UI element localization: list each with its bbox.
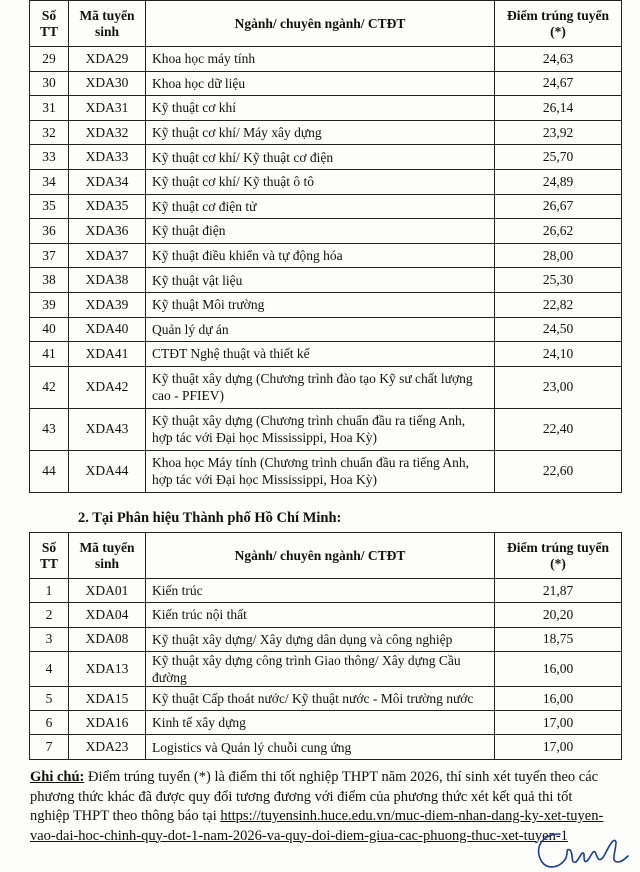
header-stt: Số TT [30,1,69,47]
row-code: XDA43 [69,408,146,450]
row-number: 2 [30,603,69,627]
row-score: 16,00 [495,686,622,710]
row-code: XDA34 [69,169,146,194]
row-score: 23,00 [495,366,622,408]
row-score: 20,20 [495,603,622,627]
row-number: 36 [30,219,69,244]
row-code: XDA39 [69,292,146,317]
row-score: 25,70 [495,145,622,170]
table-row [30,579,622,603]
row-score: 26,62 [495,219,622,244]
table-row [30,408,622,450]
row-code: XDA42 [69,366,146,408]
header-score: Điểm trúng tuyển (*) [495,1,622,47]
row-score: 24,50 [495,317,622,342]
row-score: 17,00 [495,711,622,735]
row-major-name: CTĐT Nghệ thuật và thiết kế [146,342,495,367]
header-code: Mã tuyển sinh [69,533,146,579]
row-code: XDA08 [69,627,146,651]
table-row [30,47,622,72]
row-score: 21,87 [495,579,622,603]
row-major-name: Khoa học Máy tính (Chương trình chuẩn đầu ra tiếng Anh, hợp tác với Đại học Mississippi, Hoa Kỳ) [146,450,495,492]
table-row [30,219,622,244]
row-score: 24,10 [495,342,622,367]
row-number: 30 [30,71,69,96]
row-number: 7 [30,735,69,759]
table-row [30,120,622,145]
row-code: XDA01 [69,579,146,603]
row-code: XDA15 [69,686,146,710]
table-row [30,169,622,194]
row-score: 26,67 [495,194,622,219]
row-score: 24,89 [495,169,622,194]
row-code: XDA33 [69,145,146,170]
row-major-name: Logistics và Quản lý chuỗi cung ứng [146,735,495,759]
row-major-name: Khoa học dữ liệu [146,71,495,96]
table-row [30,603,622,627]
row-number: 40 [30,317,69,342]
row-number: 39 [30,292,69,317]
row-number: 4 [30,651,69,686]
row-major-name: Quản lý dự án [146,317,495,342]
table-row [30,342,622,367]
row-major-name: Kỹ thuật vật liệu [146,268,495,293]
table-header-row [30,533,622,579]
row-number: 6 [30,711,69,735]
table-row [30,651,622,686]
row-code: XDA29 [69,47,146,72]
admission-table-2 [29,532,622,760]
table-row [30,317,622,342]
row-number: 43 [30,408,69,450]
row-number: 1 [30,579,69,603]
note-link[interactable]: https://tuyensinh.huce.edu.vn/muc-diem-nhan-dang-ky-xet-tuyen-vao-dai-hoc-chinh-quy-dot-1-nam-2026-va-quy-doi-diem-giua-cac-phuong-thuc-xet-tuyen-1 [30,808,604,844]
row-major-name: Kỹ thuật Cấp thoát nước/ Kỹ thuật nước - Môi trường nước [146,686,495,710]
row-major-name: Kỹ thuật xây dựng/ Xây dựng dân dụng và công nghiệp [146,627,495,651]
table-row [30,268,622,293]
header-major: Ngành/ chuyên ngành/ CTĐT [146,533,495,579]
row-code: XDA31 [69,96,146,121]
row-score: 28,00 [495,243,622,268]
table-row [30,96,622,121]
row-major-name: Kỹ thuật xây dựng công trình Giao thông/ Xây dựng Cầu đường [146,651,495,686]
table-row [30,292,622,317]
row-number: 41 [30,342,69,367]
row-major-name: Kỹ thuật cơ khí/ Kỹ thuật ô tô [146,169,495,194]
row-major-name: Kỹ thuật cơ khí/ Kỹ thuật cơ điện [146,145,495,170]
row-major-name: Kiến trúc nội thất [146,603,495,627]
header-score: Điểm trúng tuyển (*) [495,533,622,579]
table-row [30,686,622,710]
table-row [30,145,622,170]
table-row [30,627,622,651]
row-code: XDA35 [69,194,146,219]
row-major-name: Kỹ thuật điều khiển và tự động hóa [146,243,495,268]
note-text: Điểm trúng tuyển (*) là điểm thi tốt nghiệp THPT năm 2026, thí sinh xét tuyển theo các phương thức khác đã được quy đổi tương đương với điểm của phương thức xét kết quả thi tốt nghiệp THPT theo thông báo tại [30,769,599,824]
row-major-name: Khoa học máy tính [146,47,495,72]
row-number: 42 [30,366,69,408]
table-header-row [30,1,622,47]
header-stt: Số TT [30,533,69,579]
note-label: Ghi chú: [30,769,85,785]
row-number: 5 [30,686,69,710]
row-code: XDA04 [69,603,146,627]
row-score: 26,14 [495,96,622,121]
row-code: XDA44 [69,450,146,492]
row-number: 3 [30,627,69,651]
row-number: 34 [30,169,69,194]
table-row [30,194,622,219]
row-score: 22,40 [495,408,622,450]
row-major-name: Kỹ thuật cơ khí [146,96,495,121]
row-score: 17,00 [495,735,622,759]
row-number: 44 [30,450,69,492]
row-major-name: Kỹ thuật Môi trường [146,292,495,317]
row-major-name: Kiến trúc [146,579,495,603]
header-code: Mã tuyển sinh [69,1,146,47]
row-score: 18,75 [495,627,622,651]
row-major-name: Kỹ thuật xây dựng (Chương trình đào tạo Kỹ sư chất lượng cao - PFIEV) [146,366,495,408]
row-code: XDA41 [69,342,146,367]
row-score: 24,63 [495,47,622,72]
row-code: XDA40 [69,317,146,342]
row-major-name: Kỹ thuật điện [146,219,495,244]
table-row [30,71,622,96]
row-number: 32 [30,120,69,145]
handwritten-signature [530,828,630,872]
row-major-name: Kỹ thuật xây dựng (Chương trình chuẩn đầu ra tiếng Anh, hợp tác với Đại học Mississippi, Hoa Kỳ) [146,408,495,450]
row-score: 16,00 [495,651,622,686]
table-row [30,735,622,759]
row-number: 31 [30,96,69,121]
row-score: 22,82 [495,292,622,317]
row-code: XDA36 [69,219,146,244]
row-code: XDA13 [69,651,146,686]
table-row [30,711,622,735]
row-major-name: Kinh tế xây dựng [146,711,495,735]
row-code: XDA30 [69,71,146,96]
section-2-title: 2. Tại Phân hiệu Thành phố Hồ Chí Minh: [78,510,342,526]
row-number: 35 [30,194,69,219]
row-number: 29 [30,47,69,72]
row-number: 37 [30,243,69,268]
row-number: 33 [30,145,69,170]
row-score: 22,60 [495,450,622,492]
row-major-name: Kỹ thuật cơ điện tử [146,194,495,219]
header-major: Ngành/ chuyên ngành/ CTĐT [146,1,495,47]
footnote [30,768,615,846]
row-major-name: Kỹ thuật cơ khí/ Máy xây dựng [146,120,495,145]
row-score: 24,67 [495,71,622,96]
row-number: 38 [30,268,69,293]
row-code: XDA37 [69,243,146,268]
row-code: XDA23 [69,735,146,759]
row-score: 25,30 [495,268,622,293]
table-row [30,366,622,408]
row-score: 23,92 [495,120,622,145]
row-code: XDA16 [69,711,146,735]
table-row [30,450,622,492]
row-code: XDA38 [69,268,146,293]
row-code: XDA32 [69,120,146,145]
admission-table-1 [29,0,622,493]
table-row [30,243,622,268]
